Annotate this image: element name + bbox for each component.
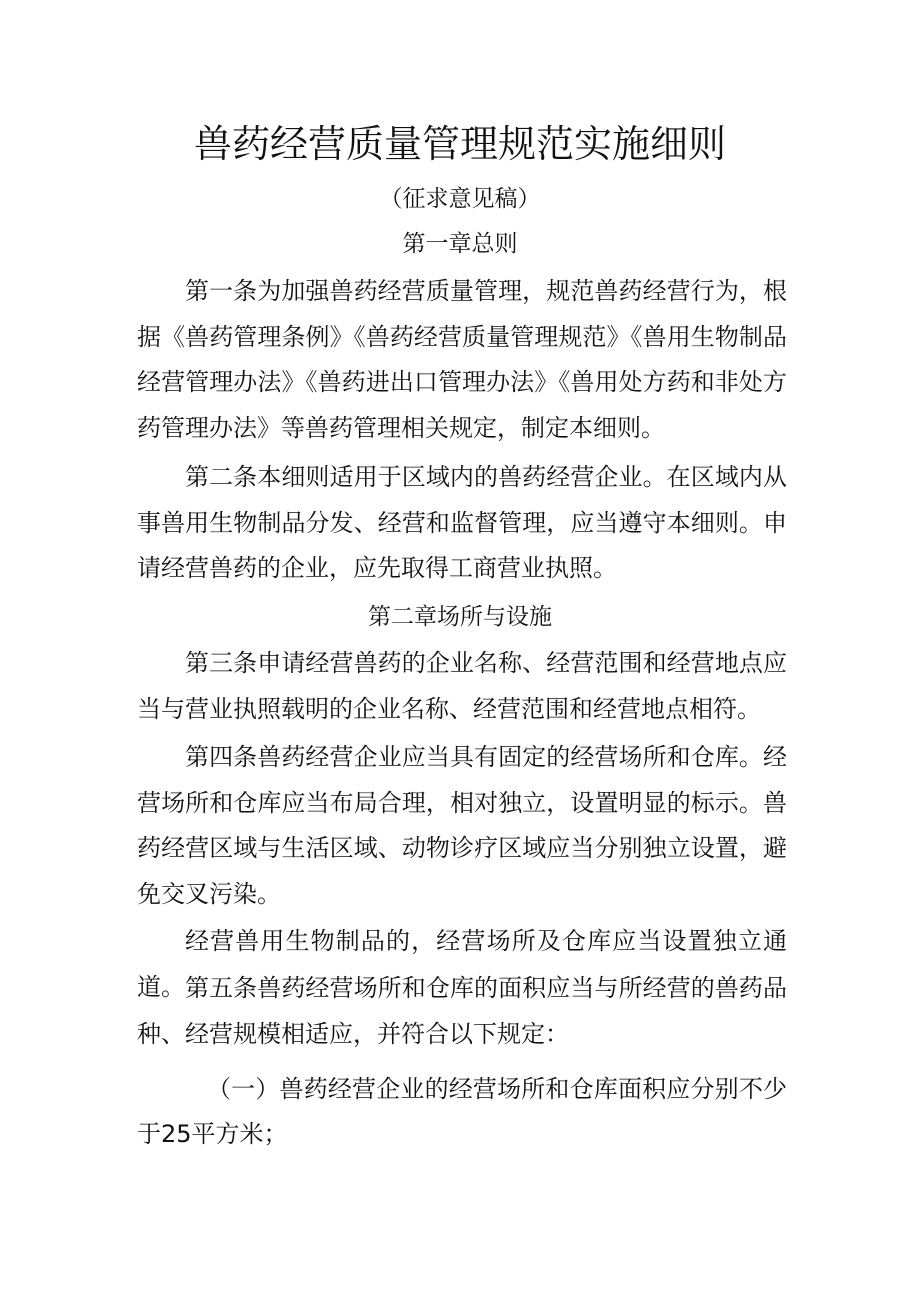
document-subtitle: （征求意见稿） xyxy=(379,186,541,212)
document-title: 兽药经营质量管理规范实施细则 xyxy=(193,122,726,166)
article-3: 第三条申请经营兽药的企业名称、经营范围和经营地点应当与营业执照载明的企业名称、经营范围和经营地点相符。 xyxy=(137,649,787,723)
article-1: 第一条为加强兽药经营质量管理，规范兽药经营行为，根据《兽药管理条例》《兽药经营质量管理规范》《兽用生物制品经营管理办法》《兽药进出口管理办法》《兽用处方药和非处方药管理办法》等兽药管理相关规定，制定本细则。 xyxy=(137,277,787,442)
chapter-heading-premises: 第二章场所与设施 xyxy=(368,604,552,630)
article-5: 第五条兽药经营场所和仓库的面积应当与所经营的兽药品种、经营规模相适应，并符合以下规定： xyxy=(137,974,787,1048)
chapter-heading-general: 第一章总则 xyxy=(402,231,518,257)
article-4-biological-products: 经营兽用生物制品的，经营场所及仓库应当设置独立通道。 xyxy=(137,927,787,1001)
article-2: 第二条本细则适用于区域内的兽药经营企业。在区域内从事兽用生物制品分发、经营和监督管理，应当遵守本细则。申请经营兽药的企业，应先取得工商营业执照。 xyxy=(137,463,787,582)
article-4: 第四条兽药经营企业应当具有固定的经营场所和仓库。经营场所和仓库应当布局合理，相对独立，设置明显的标示。兽药经营区域与生活区域、动物诊疗区域应当分别独立设置，避免交叉污染。 xyxy=(137,743,787,908)
article-5-item-1: （一）兽药经营企业的经营场所和仓库面积应分别不少于25平方米； xyxy=(137,1075,787,1148)
